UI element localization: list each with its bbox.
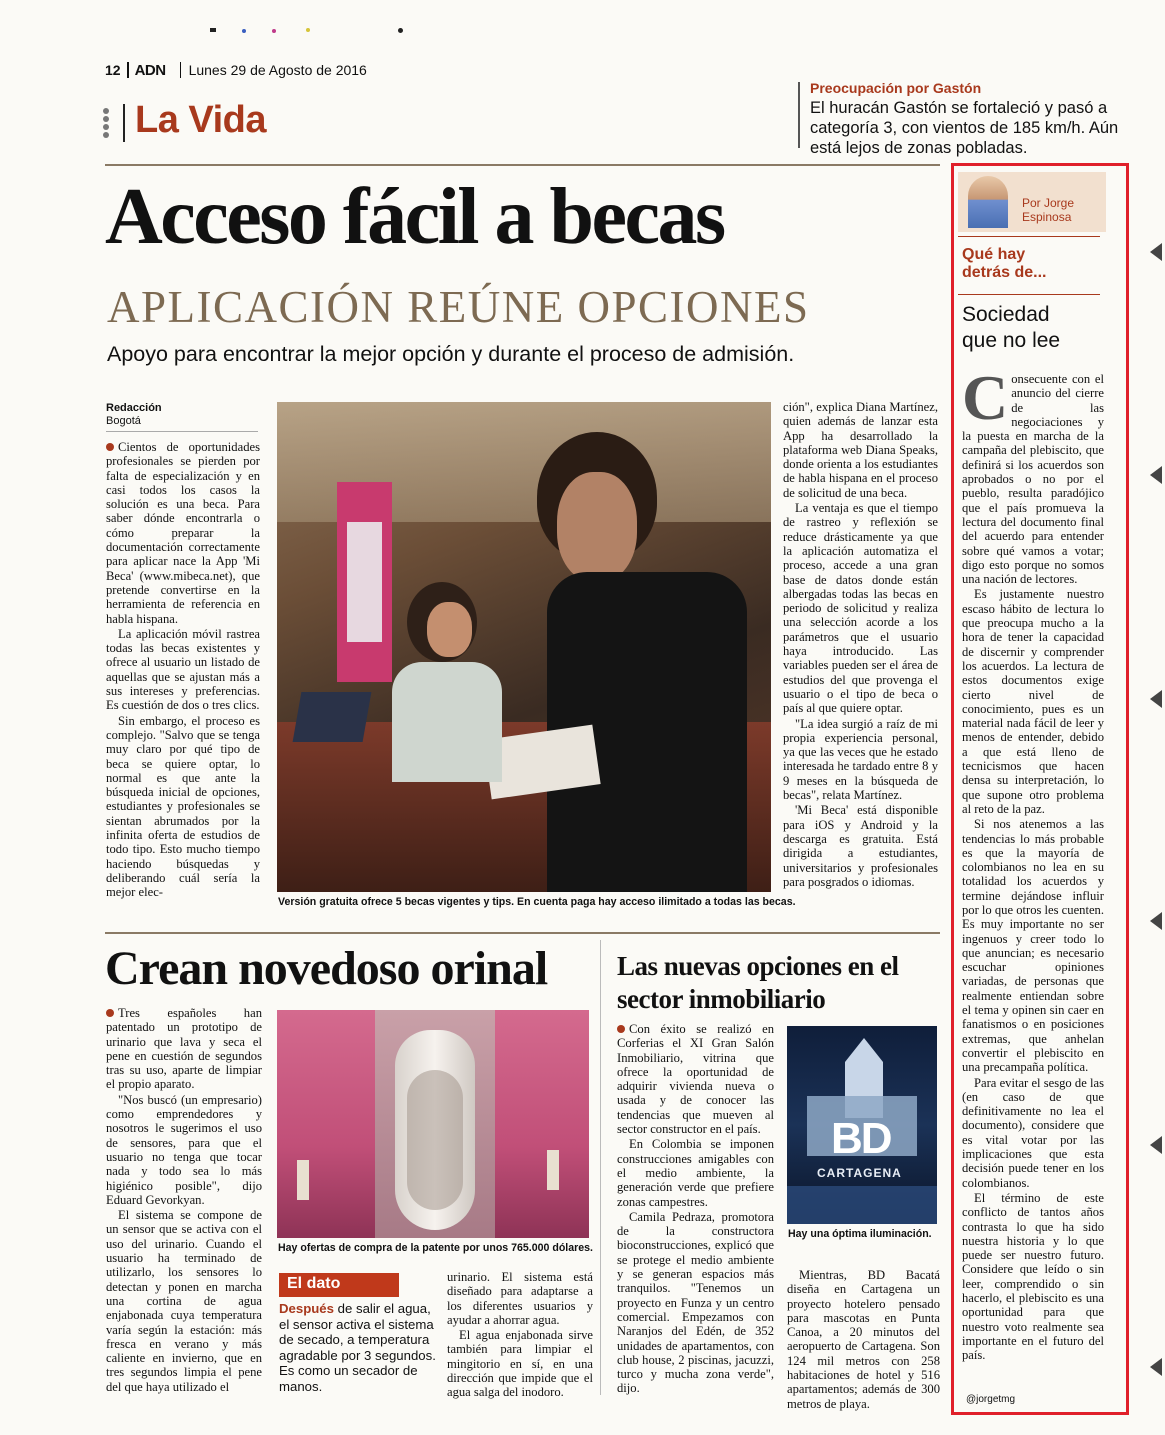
page-header [105,61,367,79]
main-article-column-1 [106,440,260,901]
paragraph: Sin embargo, el proceso es complejo. "Salvo que se tenga muy claro por qué tipo de beca se quiere optar, lo normal es que ante la búsqueda inicial de opciones, estudiantes y profesionales se sientan abrumados por la infinita oferta de estudios de todo tipo. Esto mucho tiempo haciendo búsquedas y deliberando cuál sería la mejor elec- [106,713,260,900]
paragraph: La ventaja es que el tiempo de rastreo y reflexión se reduce drásticamente ya que la aplicación automatiza el proceso, accede a una gran base de datos donde están albergadas todas las becas en periodo de solicitud y realiza una selección acorde a los parámetros que el usuario haya introducido. Las variables pueden ser el área de estudios del que provenga el usuario o el tipo de beca o país al que quiere optar. [783,501,938,716]
paragraph: Camila Pedraza, promotora de la constructora bioconstrucciones, explicó que se protege el medio ambiente y se generan espacios más tranquilos. "Tenemos un proyecto en Funza y un centro comercial. Empezamos con Naranjos del Edén, de 352 unidades de apartamentos, con club house, 2 piscinas, jacuzzi, turco y mucha zona verde", dijo. [617,1209,774,1396]
main-photo-caption: Versión gratuita ofrece 5 becas vigentes y tips. En cuenta paga hay acceso ilimitado a todas las becas. [278,896,796,908]
urinal-headline: Crean novedoso orinal [105,942,548,995]
teaser-text: El huracán Gastón se fortaleció y pasó a categoría 3, con vientos de 185 km/h. Aún está lejos de zonas pobladas. [810,99,1119,157]
paragraph: Para evitar el sesgo de las (en caso de que definitivamente no lea el documento), considere que es vital votar por las implicaciones que esta decisión puede tener en los colombianos. [962,1075,1104,1190]
paragraph: Tres españoles han patentado un prototipo de urinario que lava y seca el pene en cuestión de segundos tras su uso, aparte de limpiar el propio aparato. [106,1006,262,1092]
page-date: Lunes 29 de Agosto de 2016 [188,62,367,78]
scan-marks [200,26,420,36]
dato-text: Después de salir el agua, el sensor activa el sistema de secado, a temperatura agradable por 3 segundos. Es como un secador de manos. [279,1301,436,1394]
dato-title: El dato [279,1273,399,1297]
paragraph: urinario. El sistema está diseñado para adaptarse a los diferentes usuarios y ayudar a ahorrar agua. [447,1270,593,1327]
main-subhead: Apoyo para encontrar la mejor opción y durante el proceso de admisión. [107,342,795,366]
byline: Redacción [106,402,162,414]
paragraph: 'Mi Beca' está disponible para iOS y Android y la descarga es gratuita. Está dirigida a estudiantes, universitarios y profesionales para posgrados o idiomas. [783,803,938,889]
dato-box [279,1273,437,1394]
paragraph: En Colombia se imponen construcciones amigables con el medio ambiente, la generación verde que prefiere zonas campestres. [617,1137,774,1209]
paragraph: Cientos de oportunidades profesionales se pierden por falta de especialización y en casi todos los casos la solución es una beca. Para saber dónde encontrarla o cómo preparar la documentación correctamente para aplicar nace la App 'Mi Beca' (www.mibeca.net), que pretende convertirse en la herramienta de referencia en habla hispana. [106,440,260,626]
bullet-icon [106,1009,114,1017]
edge-marker-icon [1150,466,1162,484]
paragraph: onsecuente con el anuncio del cierre de las negociaciones y la puesta en marcha de la campaña del plebiscito, que definirá si los acuerdos son aprobados o no por el pueblo, resulta paradójico que el país promueva la lectura del documento final del acuerdo para entender sobre qué vamos a votar; digo esto porque no somos una nación de lectores. [962,372,1104,587]
urinal-column-2 [447,1270,593,1401]
column-handle: @jorgetmg [966,1394,1016,1405]
realestate-photo [787,1026,937,1224]
paragraph: La aplicación móvil rastrea todas las becas existentes y ofrece al usuario un listado de aquellas que se ajustan más a sus intereses y preferencias. Es cuestión de dos o tres clics. [106,626,260,713]
author-name: Espinosa [1022,210,1072,224]
byline-location: Bogotá [106,415,141,427]
main-kicker: APLICACIÓN REÚNE OPCIONES [107,282,810,332]
realestate-column-2 [787,1268,940,1412]
realestate-column-1 [617,1022,774,1397]
urinal-column-1 [106,1006,262,1395]
paragraph: ción", explica Diana Martínez, quien además de lanzar esta App ha desarrollado la plataforma web Diana Speaks, donde orienta a los estudiantes de habla hispana en el proceso de solicitud de una beca. [783,400,938,500]
edge-marker-icon [1150,690,1162,708]
section-title: La Vida [135,99,266,141]
teaser-title: Preocupación por Gastón [810,80,982,96]
realestate-headline: Las nuevas opciones en el sector inmobiliario [617,951,899,1014]
main-photo [277,402,771,892]
brand-logo: ADN [134,61,166,79]
main-headline: Acceso fácil a becas [105,173,724,261]
paragraph: Con éxito se realizó en Corferias el XI Gran Salón Inmobiliario, vitrina que ofrece la oportunidad de adquirir vivienda nueva o usada y de conocer las tendencias que mueven al sector constructor en el país. [617,1022,774,1137]
avatar [968,176,1008,228]
section-marker [103,108,115,138]
paragraph: El sistema se compone de un sensor que se activa con el uso del urinario. Cuando el usuario ha terminado de utilizarlo, los sensores lo detectan y ponen en marcha una cortina de agua enjabonada cuya temperatura varía según la estación: más fresca en verano y más caliente en invierno, que en tres segundos limpia el pene del que haya utilizado el [106,1208,262,1394]
column-body [962,362,1104,1363]
paragraph: "La idea surgió a raíz de mi propia experiencia personal, ya que las veces que he estado interesada he tardado entre 8 y 9 meses en la búsqueda de becas", relata Martínez. [783,716,938,803]
bullet-icon [106,443,114,451]
paragraph: El término de este conflicto de tantos años contrasta lo que ha sido nuestra historia y lo que puede ser nuestro futuro. Considere que leído o sin leer, comprendido o sin hacerlo, el plebiscito es una oportunidad para que nuestro voto realmente sea importante en el futuro del país. [962,1190,1104,1363]
header-rule [105,164,940,166]
mid-rule [105,932,940,934]
realestate-photo-sublabel: CARTAGENA [817,1166,902,1180]
edge-marker-icon [1150,1358,1162,1376]
columnist-header [958,172,1106,232]
bullet-icon [617,1025,625,1033]
main-article-column-2 [783,400,938,890]
column-section: Qué hay detrás de... [962,246,1047,281]
paragraph: Es justamente nuestro escaso hábito de lectura lo que preocupa mucho a la hora de tener la capacidad de discernir y comprender los acuerdos. La lectura de estos documentos exige cierto nivel de conocimiento, pues es un material nada fácil de leer y menos de entender, debido a que está lleno de tecnicismos que hacen densa su interpretación, lo que supone otro problema al reto de la paz. [962,587,1104,816]
paragraph: "Nos buscó (un empresario) como emprendedores y nosotros le sugerimos el uso de sensores, para que el usuario no tenga que tocar nada y todo sea lo más higiénico posible", dijo Eduard Gevorkyan. [106,1092,262,1207]
paragraph: El agua enjabonada sirve también para limpiar el mingitorio en sí, en una dirección que impide que el agua salga del inodoro. [447,1328,593,1400]
edge-marker-icon [1150,912,1162,930]
urinal-photo-caption: Hay ofertas de compra de la patente por unos 765.000 dólares. [278,1242,593,1254]
paragraph: Mientras, BD Bacatá diseña en Cartagena un proyecto hotelero pensado para mascotas en Punta Canoa, a 20 minutos del aeropuerto de Cartagena. Son 124 mil metros con 258 habitaciones de hotel y 516 apartamentos; además de 300 metros de playa. [787,1268,940,1411]
urinal-photo [277,1010,589,1238]
page-number: 12 [105,62,121,78]
dropcap: C [962,362,1009,433]
column-title: Sociedad que no lee [962,303,1061,352]
realestate-photo-label: BD [831,1114,891,1163]
realestate-photo-caption: Hay una óptima iluminación. [788,1228,932,1240]
paragraph: Si nos atenemos a las tendencias lo más probable es que la mayoría de colombianos no lea en su totalidad los acuerdos y termine dejándose influir por lo que otros les cuenten. Es muy importante no ser ingenuos y creer todo lo que anuncian; es necesario escuchar opiniones variadas, de personas que realmente entiendan sobre el tema y opinen sin caer en fanatismos o en posiciones extremas, que anhelan convertir el plebiscito en una precampaña política. [962,817,1104,1075]
edge-marker-icon [1150,1136,1162,1154]
author-prefix: Por Jorge [1022,196,1075,210]
edge-marker-icon [1150,243,1162,261]
